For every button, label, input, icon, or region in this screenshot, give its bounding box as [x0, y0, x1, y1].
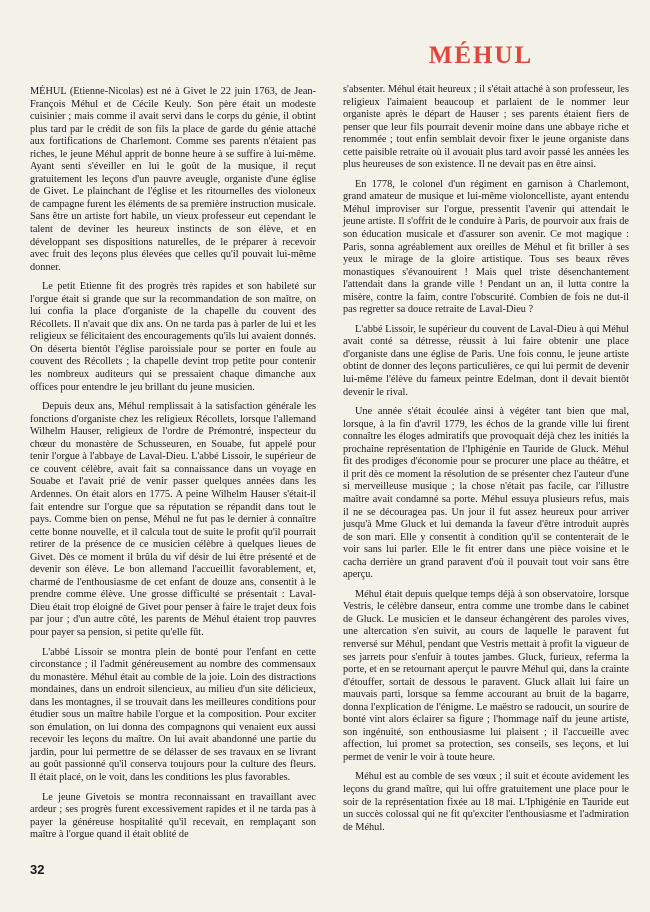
paragraph: En 1778, le colonel d'un régiment en garnison à Charlemont, grand amateur de musique et lui-même violoncelliste, ayant entendu Méhul improviser sur l'orgue, pressentit l'avenir qui attendait le jeune artiste. Il s'offrit de le conduire à Paris, de pourvoir aux frais de son éducation musicale et d'assurer son avenir. Ce mot magique : Paris, sonna agréablement aux oreilles de Méhul et fit briller à ses yeux le mirage de la gloire artistique. Tous ses beaux rêves monastiques s'évanouirent ! Mais quel triste désenchantement l'attendait dans la grande ville ! Pendant un an, il lutta contre la misère, contre la faim, contre l'obscurité. Combien de fois ne dut-il pas regretter sa douce retraite de Laval-Dieu ? [343, 178, 629, 316]
paragraph: L'abbé Lissoir se montra plein de bonté pour l'enfant en cette circonstance ; il l'admit généreusement au nombre des commensaux du monastère. Méhul était au comble de la joie. Loin des distractions mondaines, dans un endroit silencieux, au milieu d'un site délicieux, dans les montagnes, il se trouvait dans les meilleures conditions pour étudier sous un maître habile l'orgue et la composition. Pour exciter son émulation, on lui donna des compagnons qui venaient eux aussi recevoir les leçons du maître. On lui avait abandonné une partie du jardin, pour lui permettre de se délasser de ses travaux en se livrant au goût passionné qu'il conserva toujours pour la culture des fleurs. Il était placé, on le voit, dans les conditions les plus favorables. [30, 646, 316, 783]
paragraph: s'absenter. Méhul était heureux ; il s'était attaché à son professeur, les religieux l'aimaient beaucoup et parlaient de le nommer leur organiste après le départ de Hauser ; ses parents étaient fiers de penser que leur fils pourrait devenir moine dans une abbaye riche et renommée ; tout enfin semblait devoir fixer le jeune organiste dans cette paisible retraite où il avouait plus tard avoir passé les années les plus heureuses de son existence. Il ne devait pas en être ainsi. [343, 84, 629, 171]
page-title: MÉHUL [428, 42, 534, 69]
paragraph: Le jeune Givetois se montra reconnaissant en travaillant avec ardeur ; ses progrès furent excessivement rapides et il ne tarda pas à payer la généreuse hospitalité qu'il recevait, en remplaçant son maître à l'orgue quand il était oblité de [30, 791, 316, 841]
right-text-column [343, 84, 629, 841]
page-number: 32 [30, 862, 45, 877]
paragraph: Depuis deux ans, Méhul remplissait à la satisfaction générale les fonctions d'organiste chez les religieux Récollets, lorsque l'allemand Wilhelm Hauser, religieux de l'ordre de Prémontré, inspecteur du chœur du monastère de Schusseuren, en Souabe, fut appelé pour tenir l'orgue à l'abbaye de Laval-Dieu. L'abbé Lissoir, le supérieur de ce couvent célèbre, avait fait sa connaissance dans un voyage en Souabe et l'avait prié de venir passer quelques années dans les Ardennes. On était alors en 1775. A peine Wilhelm Hauser s'était-il fait entendre sur l'orgue que sa réputation se répandit dans tout le pays. Comme bien on pense, Méhul ne fut pas le dernier à connaître cette bonne nouvelle, et il calcula tout de suite le profit qu'il pourrait retirer de la présence de ce musicien célèbre à quelques lieues de Givet. Dès ce moment il brûla du vif désir de lui être présenté et de devenir son élève. Le bon allemand l'accueillit favorablement, et, charmé de l'enthousiasme de cet enfant de douze ans, consentit à le prendre comme élève. Une grosse difficulté se présentait : Laval-Dieu était trop éloigné de Givet pour penser à faire le trajet deux fois par jour ; d'un autre côté, les parents de Méhul étaient trop pauvres pour payer sa pension, si petite qu'elle fût. [30, 401, 316, 638]
paragraph: Méhul était depuis quelque temps déjà à son observatoire, lorsque Vestris, le célèbre danseur, entra comme une trombe dans le cabinet de Gluck. Le musicien et le danseur échangèrent des paroles vives, une altercation s'en suivit, au cours de laquelle le paravent fut renversé sur Méhul, pendant que Vestris mettait à profit la vigueur de ses jarrets pour s'enfuir à toutes jambes. Gluck, furieux, referma la porte, et en se retournant aperçut le pauvre Méhul qui, dans la crainte d'étouffer, sortait de dessous le paravent. Gluck allait lui faire un mauvais parti, lorsque sa femme accourant au bruit de la bagarre, donna l'explication de l'énigme. Le maëstro se radoucit, un sourire de bonté vint alors éclairer sa figure ; l'hommage naïf du jeune artiste, son ingénuité, son enthousiasme lui plaisent ; il l'accueille avec affection, lui promet sa protection, ses conseils, ses leçons, et lui permet de venir le voir à toute heure. [343, 588, 629, 763]
paragraph: Une année s'était écoulée ainsi à végéter tant bien que mal, lorsque, à la fin d'avril 1779, les échos de la grande ville lui firent connaître les éloges admiratifs que provoquait déjà chez les initiés la prochaine représentation de l'Iphigénie en Tauride de Gluck. Méhul fit des prodiges d'économie pour se procurer une place au théâtre, et il prit dès ce moment la résolution de se présenter chez l'auteur d'une si merveilleuse musique ; la chose n'était pas facile, car l'illustre maître avait condamné sa porte. Méhul essuya plusieurs refus, mais il ne se découragea pas. Un jour il fut assez heureux pour arriver jusqu'à Mme Gluck et lui demanda la faveur d'être introduit auprès de son mari. Elle y consentit à condition qu'il se contenterait de le voir sans lui parler. Elle le fit entrer dans une pièce voisine et le cacha derrière un grand paravent d'où il pouvait tout voir sans être aperçu. [343, 406, 629, 581]
paragraph: MÉHUL (Etienne-Nicolas) est né à Givet le 22 juin 1763, de Jean-François Méhul et de Cécile Keuly. Son père était un modeste cuisinier ; mais comme il avait servi dans le corps du génie, il obtint plus tard par le crédit de son fils la place de garde du génie attaché aux fortifications de Charlemont. Comme ses parents n'étaient pas riches, le jeune Méhul apprit de bonne heure à se suffire à lui-même. Ayant senti s'éveiller en lui le goût de la musique, il reçut gratuitement les leçons d'un pauvre aveugle, organiste d'une église de Givet. Le plainchant de l'église et les ritournelles des violoneux de campagne furent les éléments de sa première instruction musicale. Sans être un artiste fort habile, un vieux professeur eut cependant le talent de deviner les heureux instincts de son élève, et en développant ses dispositions naturelles, de le préparer à recevoir avec fruit des leçons plus élevées que celles qu'il pouvait lui-même donner. [30, 86, 316, 273]
paragraph: Le petit Etienne fit des progrès très rapides et son habileté sur l'orgue était si grande que sur la recommandation de son maître, on lui confia la place d'organiste de la chapelle du couvent des Récollets. Il n'avait que dix ans. On ne tarda pas à parler de lui et les religieux se félicitaient des encouragements qu'ils lui avaient donnés. On déserta bientôt l'église paroissiale pour se porter en foule au couvent des Récollets ; la chapelle devint trop petite pour contenir les nombreux auditeurs qui se pressaient chaque dimanche aux offices pour entendre le jeu brillant du jeune musicien. [30, 281, 316, 393]
paragraph: L'abbé Lissoir, le supérieur du couvent de Laval-Dieu à qui Méhul avait conté sa détresse, réussit à lui faire obtenir une place d'organiste dans une église de Paris. Une fois connu, le jeune artiste obtint de donner des leçons particulières, ce qui lui permit de devenir lui-même l'élève du fameux peintre Edelman, dont il devait bientôt devenir le rival. [343, 323, 629, 398]
left-text-column [30, 86, 316, 849]
paragraph: Méhul est au comble de ses vœux ; il suit et écoute avidement les leçons du grand maître, qui lui offre gratuitement une place pour le soir de la représentation fixée au 18 mai. L'Iphigénie en Tauride eut un succès colossal qui ne fit qu'exciter l'enthousiasme et l'admiration de Méhul. [343, 771, 629, 833]
